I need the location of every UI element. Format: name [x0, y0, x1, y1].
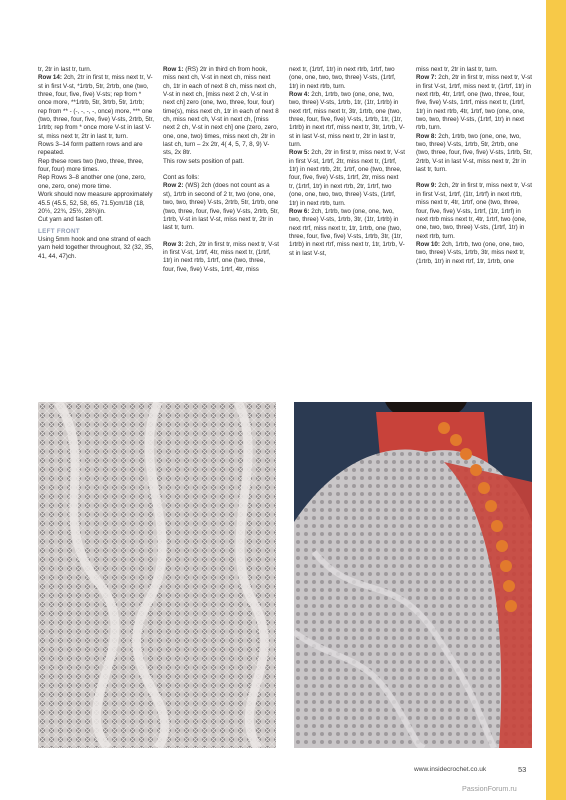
paragraph-text: miss next tr, 2tr in last tr, turn. [416, 66, 498, 73]
section-heading: LEFT FRONT [38, 227, 80, 235]
paragraph-text: 2ch, 2tr in first tr, miss next tr, V-st in first V-st, 1rtrf, 4tr, miss next tr, (1rtrf, 1tr) in next rtrb, 1rtrf, one (two, three, four, five, five) V-sts, 1rtrf, 4tr, miss [163, 240, 281, 273]
paragraph [289, 66, 405, 91]
text-column-3 [289, 66, 405, 258]
paragraph [163, 241, 279, 274]
paragraph [38, 141, 154, 158]
row-label: Row 1: [163, 66, 186, 73]
row-label: Row 10: [416, 240, 442, 248]
paragraph [38, 66, 154, 74]
footer-url[interactable]: www.insidecrochet.co.uk [414, 766, 487, 773]
stitch-closeup-photo [38, 402, 276, 748]
paragraph [163, 66, 279, 158]
row-label: Row 2: [163, 182, 186, 190]
paragraph [163, 182, 279, 232]
paragraph-text: Work should now measure approximately 45.5 (45.5, 52, 58, 65, 71.5)cm/18 (18, 20½, 22¾, 25½, 28¾)in. [38, 191, 155, 215]
row-label: Row 3: [163, 240, 186, 248]
row-label: Row 4: [289, 91, 312, 99]
paragraph [38, 74, 154, 141]
paragraph-text: 2ch, 1rtrb, two (one, one, two, two, three) V-sts, 1rtrb, 3tr, (1tr, 1rtrb) in next rtrf, miss next tr, 1tr, 1rtrb, one (two, three, four, five, five) V-sts, 1rtrb, 3tr, (1tr, 1rtrb) in next rtrf, miss next tr, 1tr, 1rtrb, V-st in last V-st, [289, 207, 405, 257]
paragraph [38, 158, 154, 175]
paragraph-text: Cont as folls: [163, 174, 200, 182]
paragraph [38, 191, 154, 216]
row-label: Row 14: [38, 74, 64, 82]
paragraph [416, 182, 532, 240]
paragraph-text: Rep these rows two (two, three, three, four, four) more times. [38, 157, 146, 174]
paragraph [38, 236, 154, 261]
paragraph [416, 174, 532, 182]
text-column-2 [163, 66, 279, 274]
paragraph-text: Cut yarn and fasten off. [38, 216, 103, 224]
watermark: PassionForum.ru [462, 784, 517, 793]
paragraph [38, 174, 154, 191]
row-label: Row 8: [416, 132, 439, 140]
page-number: 53 [518, 765, 527, 774]
paragraph [289, 208, 405, 258]
paragraph [163, 174, 279, 182]
paragraph [289, 91, 405, 149]
row-label: Row 9: [416, 182, 439, 190]
paragraph-text: This row sets position of patt. [163, 157, 244, 165]
paragraph-text: tr, 2tr in last tr, turn. [38, 66, 92, 73]
row-label: Row 5: [289, 149, 312, 157]
paragraph [289, 149, 405, 207]
paragraph [416, 133, 532, 175]
paragraph-text: 2ch, 1rtrb, two (one, one, two, two, three) V-sts, 1rtrb, 5tr, 2rtrb, one (two, three, four, five, five) V-sts, 1rtrb, 5tr, 2rtrb, V-st in last V-st, miss next tr, 2tr in last tr, turn. [416, 132, 534, 174]
paragraph [416, 74, 532, 132]
paragraph [38, 216, 154, 224]
paragraph-text: Using 5mm hook and one strand of each yarn held together throughout, 32 (32, 35, 41, 44, 47)ch. [38, 235, 156, 260]
paragraph-text: (RS) 2tr in third ch from hook, miss next ch, V-st in next ch, miss next ch, 1tr in each of next 8 ch, miss next ch, V-st in next ch, [miss next 2 ch, V-st in next ch] zero (one, two, three, four, four) time(s), miss next ch, 1tr in each of next 8 ch, miss next ch, V-st in next ch, [miss next 2 ch, V-st in next ch] one (zero, zero, one, one, two) times, miss next ch, 2tr in last ch, turn – 2x 2tr, 4( 4, 5, 7, 8, 9) V-sts, 2x 8tr. [163, 66, 281, 157]
text-column-4 [416, 66, 532, 266]
paragraph-text: 2ch, 2tr in first tr, miss next tr, V-st in first V-st, 1rtrf, miss next tr, (1rtrf, 1tr) in next rtrb, 4tr, 1rtrf, one (two, three, four, five, five) V-sts, 1rtrf, miss next tr, (1rtrf, 1tr) in next rtrb, 4tr, 1rtrf, two (one, one, two, two, three) V-sts, (1rtrf, 1tr) in next rtrb, turn. [416, 74, 534, 132]
paragraph [163, 158, 279, 166]
paragraph-text: 2ch, 2tr in first tr, miss next tr, V-st in first V-st, *1rtrb, 5tr, 2rtrb, one (two, three, four, five, five) V-sts; rep from * once more, **1rtrb, 5tr, 3rtrb, 5tr, 1rtrb; rep from ** - (-, -, -, -, once) more, *** one (two, three, four, five, five) V-sts, 2rtrb, 5tr, 1rtrb; rep from * once more V-st in last V-st, miss next tr, 2tr in last tr, turn. [38, 74, 156, 140]
paragraph [163, 166, 279, 174]
paragraph-text: next tr, (1rtrf, 1tr) in next rtrb, 1rtrf, two (one, one, two, two, three) V-sts, (1rtrf, 1tr) in next rtrb, turn. [289, 66, 398, 90]
paragraph-text: 2ch, 1rtrb, two (one, one, two, two, three) V-sts, 1rtrb, 3tr, miss next tr, (1rtrb, 1tr) in next rtrf, 1tr, 1rtrb, one [416, 240, 527, 265]
model-photo [294, 402, 532, 748]
model-wearing-cardigan-icon [294, 402, 532, 748]
paragraph-text: 2ch, 1rtrb, two (one, one, two, two, three) V-sts, 1rtrb, 1tr, (1tr, 1rtrb) in next rtrf, miss next tr, 3tr, 1rtrb, one (two, three, four, five, five) V-sts, 1rtrb, 1tr, (1tr, 1rtrb) in next rtrf, miss next tr, 3tr, 1rtrb, V-st in last V-st, miss next tr, 2tr in last tr, turn. [289, 91, 405, 149]
paragraph-text: 2ch, 2tr in first tr, miss next tr, V-st in first V-st, 1rtrf, 2tr, miss next tr, (1rtrf, 1tr) in next rtrb, 2tr, 1rtrf, one (two, three, four, five, five) V-sts, 1rtrf, 2tr, miss next tr, (1rtrf, 1tr) in next rtrb, 2tr, 1rtrf, two (one, one, two, two, three) V-sts, (1rtrf, 1tr) in next rtrb, turn. [289, 149, 407, 207]
row-label: Row 7: [416, 74, 439, 82]
paragraph-text: 2ch, 2tr in first tr, miss next tr, V-st in first V-st, 1rtrf, (1tr, 1rtrf) in next rtrb, miss next tr, 4tr, 1rtrf, one (two, three, four, five, five) V-sts, 1rtrf, (1tr, 1rtrf) in next rtrb miss next tr, 4tr, 1rtrf, two (one, one, two, two, three) V-sts, (1rtrf, 1tr) in next rtrb, turn. [416, 182, 534, 240]
text-column-1 [38, 66, 154, 261]
paragraph-text: (WS) 2ch (does not count as a st), 1rtrb in second of 2 tr, two (one, one, two, two, three) V-sts, 2rtrb, 5tr, 1rtrb, one (two, three, four, five, five) V-sts, 2rtrb, 5tr, 1rtrb, V-st in last V-st, miss next tr, 2tr in last tr, turn. [163, 182, 281, 232]
paragraph-text: Rep Rows 3–8 another one (one, zero, one, zero, one) more time. [38, 174, 148, 190]
crochet-stitch-closeup-icon [38, 402, 276, 748]
yellow-edge-strip [546, 0, 566, 800]
row-label: Row 6: [289, 207, 312, 215]
paragraph [163, 233, 279, 241]
paragraph-text: Rows 3–14 form pattern rows and are repeated. [38, 141, 145, 157]
paragraph [416, 241, 532, 266]
paragraph [416, 66, 532, 74]
